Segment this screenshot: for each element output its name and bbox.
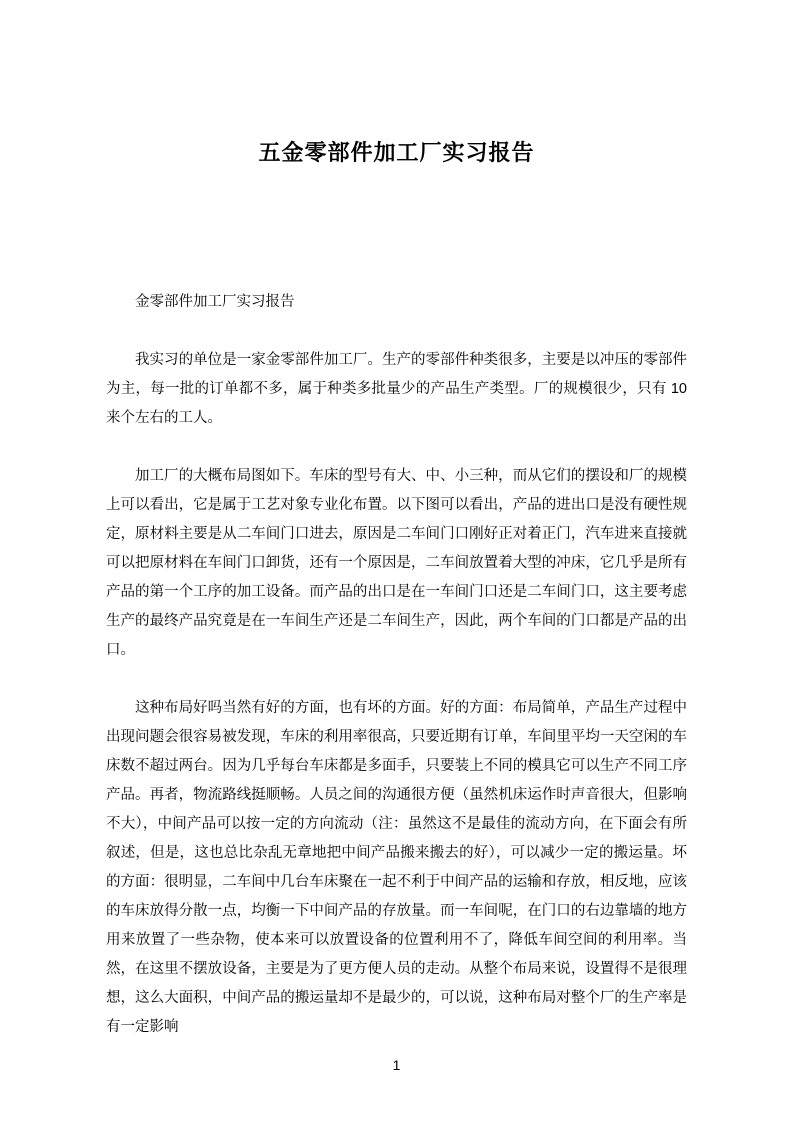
page-number: 1 [392,1057,401,1073]
document-title: 五金零部件加工厂实习报告 [258,140,535,165]
document-body [106,288,687,1042]
paragraph: 我实习的单位是一家金零部件加工厂。生产的零部件种类很多，主要是以冲压的零部件为主，每一批的订单都不多，属于种类多批量少的产品生产类型。厂的规模很少，只有 10 来个左右的工人。 [106,352,687,426]
paragraph: 这种布局好吗当然有好的方面，也有坏的方面。好的方面：布局简单，产品生产过程中出现问题会很容易被发现，车床的利用率很高，只要近期有订单，车间里平均一天空闲的车床数不超过两台。因为几乎每台车床都是多面手，只要装上不同的模具它可以生产不同工序产品。再者，物流路线挺顺畅。人员之间的沟通很方便（虽然机床运作时声音很大，但影响不大），中间产品可以按一定的方向流动（注：虽然这不是最佳的流动方向，在下面会有所叙述，但是，这也总比杂乱无章地把中间产品搬来搬去的好），可以减少一定的搬运量。坏的方面：很明显，二车间中几台车床聚在一起不利于中间产品的运输和存放，相反地，应该的车床放得分散一点，均衡一下中间产品的存放量。而一车间呢，在门口的右边靠墙的地方用来放置了一些杂物，使本来可以放置设备的位置利用不了，降低车间空间的利用率。当然，在这里不摆放设备，主要是为了更方便人员的走动。从整个布局来说，设置得不是很理想，这么大面积，中间产品的搬运量却不是最少的，可以说，这种布局对整个厂的生产率是有一定影响 [106,700,687,1035]
document-content [106,0,687,1042]
page-footer [0,1056,793,1074]
paragraph-subtitle: 金零部件加工厂实习报告 [135,294,295,310]
paragraph: 加工厂的大概布局图如下。车床的型号有大、中、小三种，而从它们的摆设和厂的规模上可以看出，它是属于工艺对象专业化布置。以下图可以看出，产品的进出口是没有硬性规定，原材料主要是从二车间门口进去，原因是二车间门口刚好正对着正门，汽车进来直接就可以把原材料在车间门口卸货，还有一个原因是，二车间放置着大型的冲床，它几乎是所有产品的第一个工序的加工设备。而产品的出口是在一车间门口还是二车间门口，这主要考虑生产的最终产品究竟是在一车间生产还是二车间生产，因此，两个车间的门口都是产品的出口。 [106,468,687,658]
